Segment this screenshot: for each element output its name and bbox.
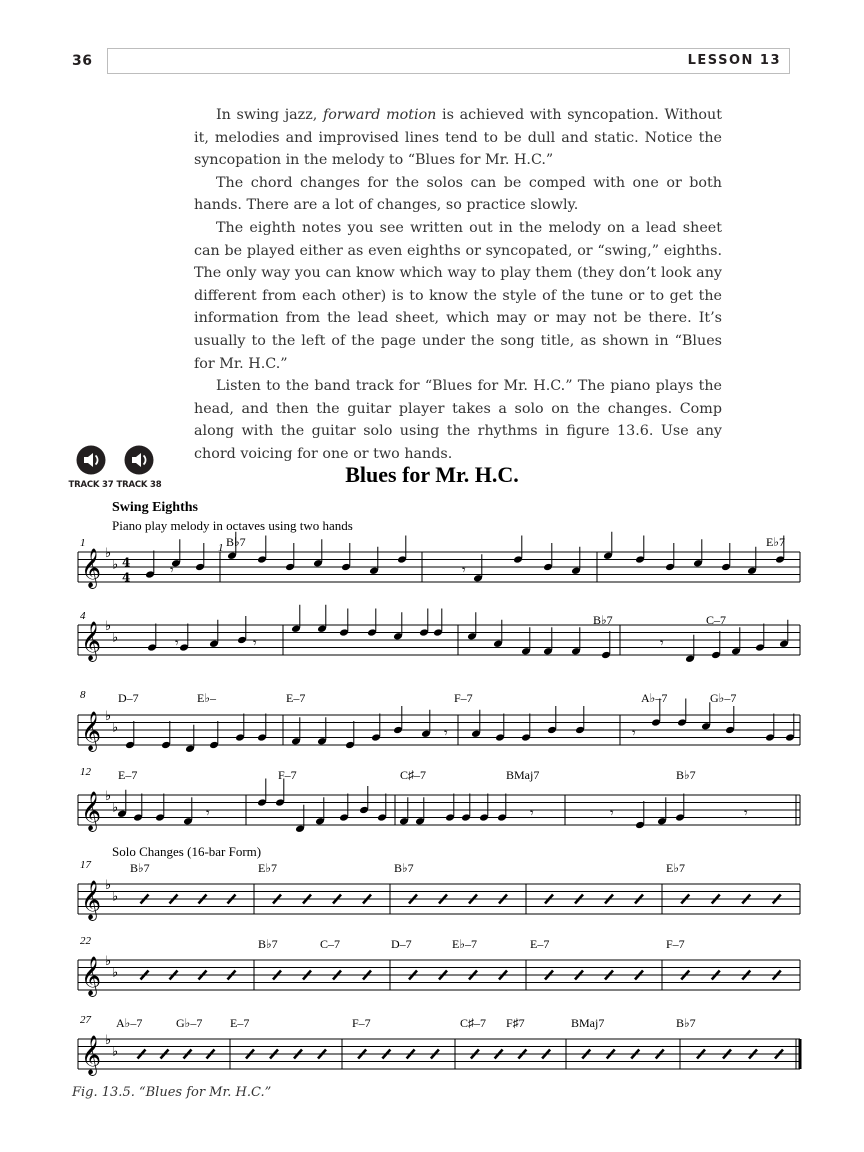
chord-symbol: BMaj7	[571, 1016, 605, 1030]
track-label: TRACK 37	[68, 480, 114, 490]
treble-clef-icon: 𝄞	[81, 711, 102, 751]
treble-clef-icon: 𝄞	[81, 791, 102, 831]
flat-icon: ♭	[112, 720, 119, 736]
chord-symbol: B♭7	[130, 861, 150, 875]
rest-icon: 𝄾	[170, 562, 174, 579]
flat-icon: ♭	[105, 1033, 112, 1048]
treble-clef-icon: 𝄞	[81, 548, 102, 588]
chord-symbol: C–7	[706, 613, 727, 627]
chord-symbol: C–7	[320, 937, 341, 951]
flat-icon: ♭	[105, 619, 112, 634]
flat-icon: ♭	[105, 878, 112, 893]
flat-icon: ♭	[112, 1044, 119, 1060]
rest-icon: 𝄾	[744, 805, 748, 822]
figure-caption: Fig. 13.5. “Blues for Mr. H.C.”	[72, 1085, 272, 1100]
chord-symbol: F–7	[454, 691, 473, 705]
lesson-label: LESSON 13	[687, 53, 781, 68]
chord-symbol: E♭7	[258, 861, 277, 875]
flat-icon: ♭	[105, 789, 112, 804]
flat-icon: ♭	[105, 954, 112, 969]
measure-number: 4	[80, 610, 86, 622]
treble-clef-icon: 𝄞	[81, 880, 102, 920]
rest-icon: 𝄾	[175, 635, 179, 652]
chord-symbol: F–7	[352, 1016, 371, 1030]
paragraph-2: The chord changes for the solos can be comped with one or both hands. There are a lot of changes, so practice slowly.	[194, 174, 722, 214]
song-title: Blues for Mr. H.C.	[345, 462, 519, 487]
paragraph-1: In swing jazz, forward motion is achieved with syncopation. Without it, melodies and improvised lines tend to be dull and static. Notice the syncopation in the melody to “Blues for Mr. H.C.”	[194, 107, 722, 169]
time-signature: 4	[122, 555, 131, 570]
chord-symbol: D–7	[391, 937, 412, 951]
chord-symbol: G♭–7	[710, 691, 737, 705]
measure-number: 22	[80, 935, 91, 947]
measure-number: 12	[80, 766, 91, 778]
chord-symbol: F–7	[278, 768, 297, 782]
chord-symbol: E–7	[118, 768, 138, 782]
rest-icon: 𝄾	[660, 635, 664, 652]
chord-symbol: B♭7	[593, 613, 613, 627]
flat-icon: ♭	[112, 965, 119, 981]
chord-symbol: D–7	[118, 691, 139, 705]
time-signature: 4	[122, 570, 131, 585]
chord-symbol: B♭7	[676, 1016, 696, 1030]
rest-icon: 𝄾	[444, 725, 448, 742]
measure-number: 8	[80, 689, 86, 701]
chord-symbol: E♭7	[666, 861, 685, 875]
chord-symbol: E–7	[530, 937, 550, 951]
solo-changes-label: Solo Changes (16-bar Form)	[112, 844, 262, 859]
paragraph-3: The eighth notes you see written out in the melody on a lead sheet can be played either as even eighths or syncopated, or “swing,” eighths. The only way you can know which way to play them (they don’t look any different from each other) is to know the style of the tune or to get the information from the lead sheet, which may or may not be there. It’s usually to the left of the page under the song title, as shown in “Blues for Mr. H.C.”	[194, 219, 722, 372]
flat-icon: ♭	[112, 557, 119, 573]
treble-clef-icon: 𝄞	[81, 956, 102, 996]
performance-instruction: Piano play melody in octaves using two hands	[112, 518, 353, 533]
treble-clef-icon: 𝄞	[81, 621, 102, 661]
flat-icon: ♭	[112, 630, 119, 646]
chord-symbol: B♭7	[226, 535, 246, 549]
chord-symbol: A♭–7	[641, 691, 668, 705]
rest-icon: 𝄾	[253, 635, 257, 652]
chord-symbol: B♭7	[258, 937, 278, 951]
rest-icon: 𝄾	[462, 562, 466, 579]
measure-number: 1	[80, 537, 86, 549]
rest-icon: 𝄾	[206, 805, 210, 822]
chord-symbol: A♭–7	[116, 1016, 143, 1030]
chord-symbol: C♯–7	[460, 1016, 487, 1030]
chord-symbol: E–7	[286, 691, 306, 705]
chord-symbol: E♭7	[766, 535, 785, 549]
paragraph-4: Listen to the band track for “Blues for Mr. H.C.” The piano plays the head, and then the guitar player takes a solo on the changes. Comp along with the guitar solo using the rhythms in figure 13.6. Use any chord voicing for one or two hands.	[194, 378, 722, 462]
chord-symbol: G♭–7	[176, 1016, 203, 1030]
track-label: TRACK 38	[116, 480, 162, 490]
final-barline	[799, 1039, 802, 1069]
flat-icon: ♭	[105, 709, 112, 724]
flat-icon: ♭	[112, 889, 119, 905]
chord-symbol: E♭–7	[452, 937, 477, 951]
chord-symbol: C♯–7	[400, 768, 427, 782]
page-number: 36	[72, 53, 93, 69]
treble-clef-icon: 𝄞	[81, 1035, 102, 1075]
flat-icon: ♭	[105, 546, 112, 561]
chord-symbol: F♯7	[506, 1016, 525, 1030]
rest-icon: 𝄾	[530, 805, 534, 822]
measure-number: 17	[80, 859, 91, 871]
rest-icon: 𝄾	[632, 725, 636, 742]
chord-symbol: F–7	[666, 937, 685, 951]
chord-symbol: B♭7	[394, 861, 414, 875]
chord-symbol: B♭7	[676, 768, 696, 782]
tempo-marking: Swing Eighths	[112, 500, 198, 515]
measure-number: 1	[218, 542, 224, 554]
chord-symbol: E–7	[230, 1016, 250, 1030]
measure-number: 27	[80, 1014, 91, 1026]
chord-symbol: E♭–	[197, 691, 216, 705]
flat-icon: ♭	[112, 800, 119, 816]
chord-symbol: BMaj7	[506, 768, 540, 782]
rest-icon: 𝄾	[610, 805, 614, 822]
emphasis: forward motion	[322, 107, 437, 123]
